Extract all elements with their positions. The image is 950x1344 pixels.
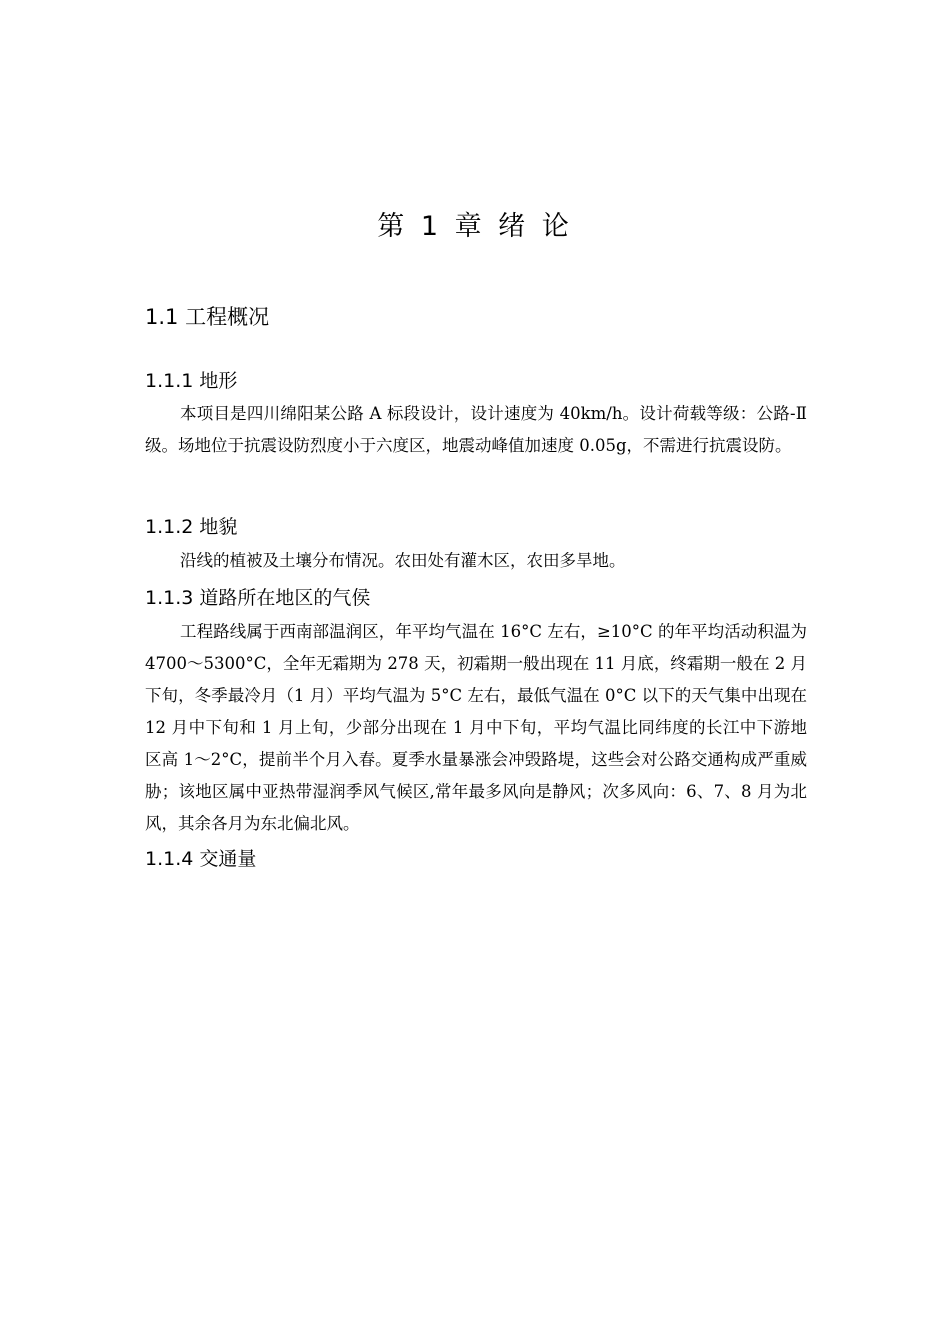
section-heading-1-1: 1.1 工程概况 <box>145 305 270 329</box>
subsection-heading-1-1-3: 1.1.3 道路所在地区的气侯 <box>145 587 371 609</box>
paragraph-landform: 沿线的植被及土壤分布情况。农田处有灌木区，农田多旱地。 <box>180 551 626 570</box>
subsection-heading-1-1-1: 1.1.1 地形 <box>145 370 238 392</box>
chapter-title: 第 1 章 绪 论 <box>377 211 573 242</box>
paragraph-climate: 工程路线属于西南部温润区，年平均气温在 16°C 左右，≥10°C 的年平均活动积温为 4700～5300°C，全年无霜期为 278 天，初霜期一般出现在 11 月底，终霜期一般在 2 月下旬，冬季最冷月（1 月）平均气温为 5°C 左右，最低气温在 0°C 以下的天气集中出现在 12 月中下旬和 1 月上旬，少部分出现在 1 月中下旬，平均气温比同纬度的长江中下游地区高 1～2°C，提前半个月入春。夏季水量暴涨会冲毁路堤，这些会对公路交通构成严重威胁；该地区属中亚热带湿润季风气候区,常年最多风向是静风；次多风向：6、7、8 月为北风，其余各月为东北偏北风。 <box>145 622 807 833</box>
paragraph-terrain: 本项目是四川绵阳某公路 A 标段设计，设计速度为 40km/h。设计荷载等级：公路-Ⅱ 级。场地位于抗震设防烈度小于六度区，地震动峰值加速度 0.05g，不需进行抗震设防。 <box>145 404 807 455</box>
subsection-heading-1-1-2: 1.1.2 地貌 <box>145 516 238 538</box>
subsection-heading-1-1-4: 1.1.4 交通量 <box>145 848 257 870</box>
